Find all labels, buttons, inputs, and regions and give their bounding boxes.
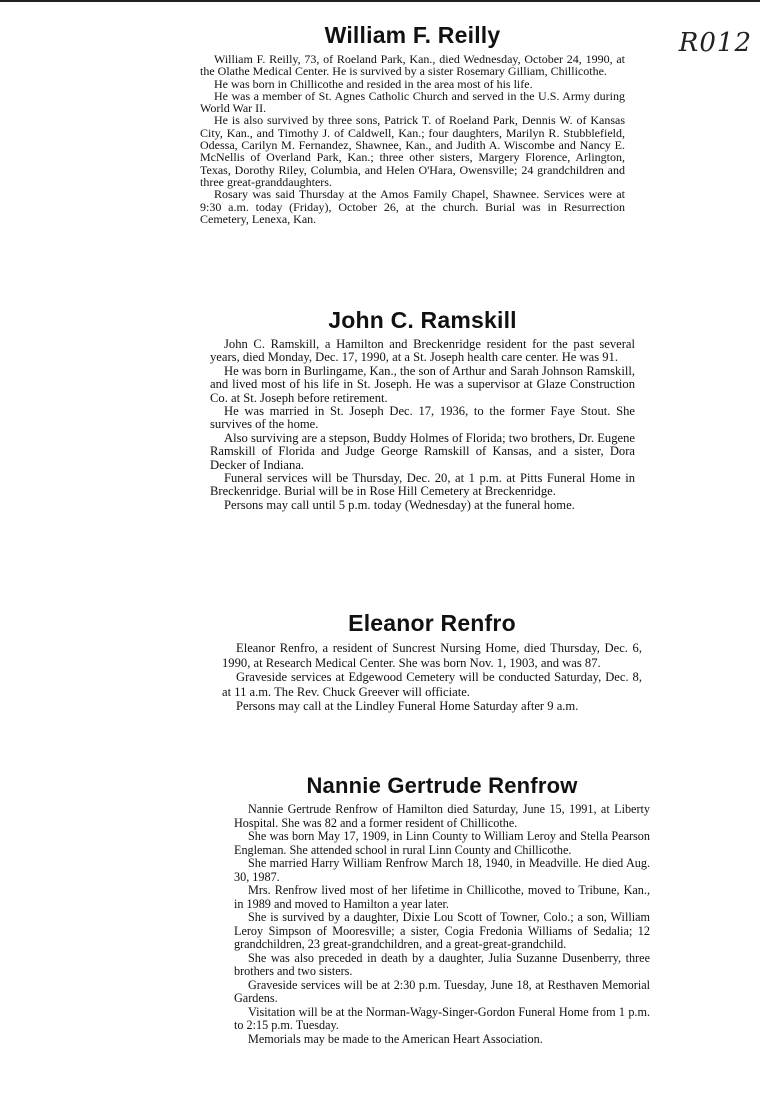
obituary-paragraph: Eleanor Renfro, a resident of Suncrest Nursing Home, died Thursday, Dec. 6, 1990, at Research Medical Center. She was born Nov. 1, 1903, and was 87. <box>222 641 642 670</box>
obituary-paragraph: Visitation will be at the Norman-Wagy-Singer-Gordon Funeral Home from 1 p.m. to 2:15 p.m. Tuesday. <box>234 1004 650 1032</box>
handwritten-note: R012 <box>678 28 752 58</box>
obituary-paragraph: Graveside services at Edgewood Cemetery will be conducted Saturday, Dec. 8, at 11 a.m. The Rev. Chuck Greever will officiate. <box>222 670 642 699</box>
obituary-paragraph: She married Harry William Renfrow March 18, 1940, in Meadville. He died Aug. 30, 1987. <box>234 856 650 884</box>
obituary-paragraph: Mrs. Renfrow lived most of her lifetime in Chillicothe, moved to Tribune, Kan., in 1989 and moved to Hamilton a year later. <box>234 883 650 911</box>
obituary-heading: Nannie Gertrude Renfrow <box>306 773 578 798</box>
obituary-paragraph: He was married in St. Joseph Dec. 17, 1936, to the former Faye Stout. She survives of the home. <box>210 404 635 432</box>
obituary-paragraph: He was born in Chillicothe and resided in the area most of his life. <box>214 76 533 91</box>
obituary-paragraph: Graveside services will be at 2:30 p.m. Tuesday, June 18, at Resthaven Memorial Gardens. <box>234 977 650 1005</box>
obituary-nannie-renfrow <box>234 773 650 1046</box>
obituary-paragraph: She was also preceded in death by a daughter, Julia Suzanne Dusenberry, three brothers and two sisters. <box>234 950 650 978</box>
obituary-paragraph: He was born in Burlingame, Kan., the son of Arthur and Sarah Johnson Ramskill, and lived most of his life in St. Joseph. He was a supervisor at Glaze Construction Co. at St. Joseph before retirement. <box>210 363 635 405</box>
obituary-heading: Eleanor Renfro <box>348 610 516 636</box>
obituary-paragraph: He is also survived by three sons, Patrick T. of Roeland Park, Dennis W. of Kansas City, Kan., and Timothy J. of Caldwell, Kan.; four daughters, Marilyn R. Stubblefield, Odessa, Carilyn M. Fernandez, Shawnee, Kan., and Judith A. Wiscombe and Nancy E. McNellis of Overland Park, Kan.; three other sisters, Margery Florence, Arlington, Texas, Dorothy Riley, Columbia, and Helen O'Hara, Owensville; 24 grandchildren and three great-granddaughters. <box>200 113 625 189</box>
obituary-paragraph: Funeral services will be Thursday, Dec. 20, at 1 p.m. at Pitts Funeral Home in Breckenridge. Burial will be in Rose Hill Cemetery at Breckenridge. <box>210 471 635 499</box>
obituary-paragraph: Nannie Gertrude Renfrow of Hamilton died Saturday, June 15, 1991, at Liberty Hospital. She was 82 and a former resident of Chillicothe. <box>234 802 650 830</box>
obituary-paragraph: Persons may call until 5 p.m. today (Wednesday) at the funeral home. <box>224 497 575 512</box>
top-rule <box>0 0 760 2</box>
obituary-heading: John C. Ramskill <box>328 307 517 333</box>
obituary-heading: William F. Reilly <box>324 22 501 48</box>
obituary-john-ramskill <box>210 307 635 512</box>
obituary-paragraph: William F. Reilly, 73, of Roeland Park, Kan., died Wednesday, October 24, 1990, at the Olathe Medical Center. He is survived by a sister Rosemary Gilliam, Chillicothe. <box>200 52 625 79</box>
obituary-paragraph: John C. Ramskill, a Hamilton and Breckenridge resident for the past several years, died Monday, Dec. 17, 1990, at a St. Joseph health care center. He was 91. <box>210 337 635 365</box>
obituary-paragraph: Also surviving are a stepson, Buddy Holmes of Florida; two brothers, Dr. Eugene Ramskill of Florida and Judge George Ramskill of Kansas, and a sister, Dora Decker of Indiana. <box>210 430 635 472</box>
obituary-paragraph: Rosary was said Thursday at the Amos Family Chapel, Shawnee. Services were at 9:30 a.m. today (Friday), October 26, at the church. Burial was in Resurrection Cemetery, Lenexa, Kan. <box>200 187 625 226</box>
obituary-paragraph: Memorials may be made to the American Heart Association. <box>248 1031 543 1046</box>
obituary-paragraph: Persons may call at the Lindley Funeral Home Saturday after 9 a.m. <box>236 699 579 714</box>
obituary-eleanor-renfro <box>222 610 642 714</box>
obituary-william-reilly <box>200 22 625 225</box>
obituary-paragraph: She is survived by a daughter, Dixie Lou Scott of Towner, Colo.; a son, William Leroy Simpson of Mooresville; a sister, Cogia Fredonia Williams of Sedalia; 12 grandchildren, 23 great-grandchildren, and a great-great-grandchild. <box>234 910 650 951</box>
obituary-paragraph: She was born May 17, 1909, in Linn County to William Leroy and Stella Pearson Engleman. She attended school in rural Linn County and Chillicothe. <box>234 829 650 857</box>
obituary-paragraph: He was a member of St. Agnes Catholic Church and served in the U.S. Army during World War II. <box>200 88 625 116</box>
